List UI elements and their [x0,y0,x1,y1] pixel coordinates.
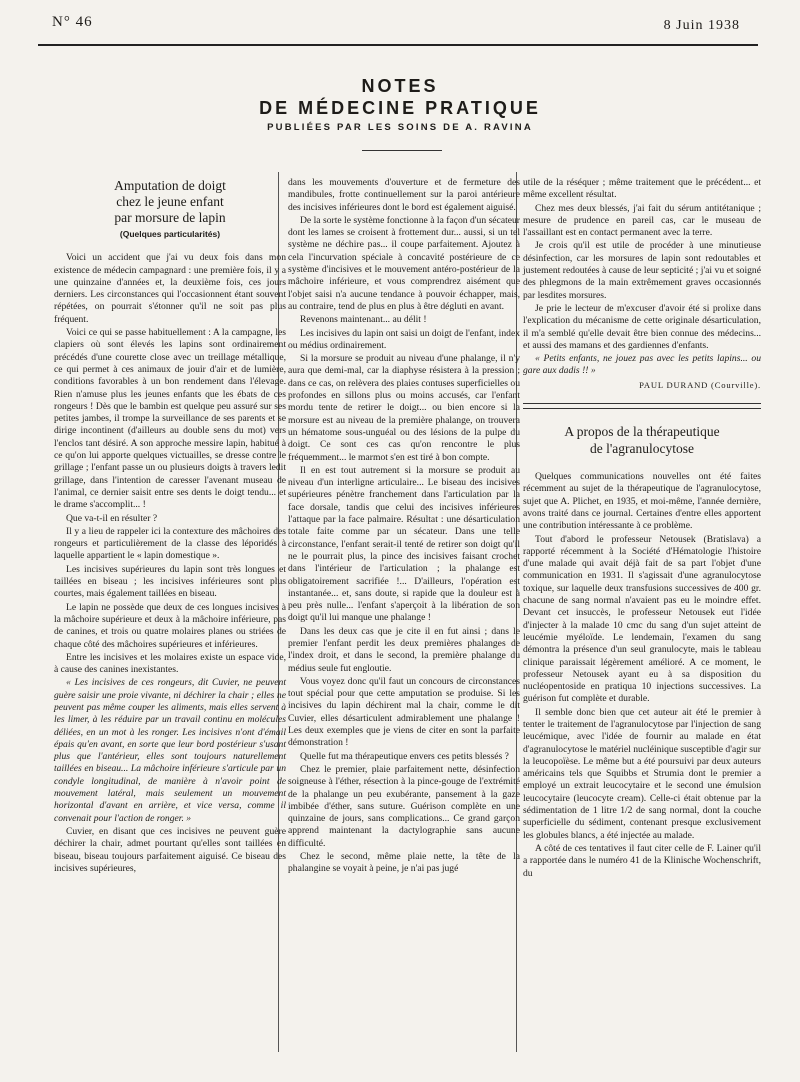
article2-title [523,423,761,457]
article1-title-line: par morsure de lapin [114,210,226,225]
paragraph: Il y a lieu de rappeler ici la contexture des mâchoires des rongeurs et particulièrement de la classe des léporidés à laquelle appartient le « lapin domestique ». [54,525,286,562]
paragraph: Il en est tout autrement si la morsure se produit au niveau d'un interligne articulaire... Le biseau des incisives supérieures pénètre franchement dans l'articulation par la face dorsale, tandis que celui des incisives inférieures l'attaque par la face palmaire. Résultat : une désarticulation totale faite comme par un sécateur. Dans une telle circonstance, l'enfant serait-il tenté de retirer son doigt qu'il ne le pourrait plus, la pince des incisives faisant crochet dans l'intérieur de l'articulation ; la phalange est obligatoirement sacrifiée !... D'ailleurs, l'opération est instantanée... et, sans doute, si rapide que la douleur est à peu près nulle... l'enfant s'aperçoit à la libération de son doigt qu'il lui manque une phalange ! [288,464,520,624]
paragraph: A côté de ces tentatives il faut citer celle de F. Lainer qu'il a rapportée dans le numéro 41 de la Klinische Wochenschrift, du [523,842,761,879]
paragraph: Dans les deux cas que je cite il en fut ainsi ; dans le premier l'enfant perdit les deux premières phalanges de l'index droit, et dans le second, la première phalange du médius seule fut engloutie. [288,625,520,674]
paragraph: Les incisives supérieures du lapin sont très longues et taillées en biseau ; les incisives inférieures sont plus courtes, mais également taillées en biseau. [54,563,286,600]
paragraph: Il semble donc bien que cet auteur ait été le premier à tenter le traitement de l'agranulocytose par l'injection de sang leucémique, avec l'idée de fournir au malade en état d'agranulocytose le matériel nucléinique susceptible d'agir sur la leucopoïèse. Le même but a été poursuivi par deux auteurs américains tels que Squibbs et Strumia dont le premier a employé un extrait leucocytaire et le second une émulsion leucocytaire (leucocyte cream). Celle-ci était obtenue par la sédimentation de 1 litre 1/2 de sang normal, dont la couche superficielle du sédiment, contenant presque exclusivement les globules blancs, a été injectée au malade. [523,706,761,841]
masthead-rule [362,150,442,151]
quotation: « Les incisives de ces rongeurs, dit Cuvier, ne peuvent guère saisir une proie vivante, ni déchirer la chair ; elles ne peuvent pas même couper les aliments, mais elles servent à les limer, à les réduire par un travail continu en molécules déliées, en un mot à les ronger. Les incisives n'ont d'émail épais qu'en avant, en sorte que leur bord postérieur s'usant plus que l'antérieur, elles sont toujours naturellement taillées en biseau... La mâchoire inférieure s'articule par un condyle longitudinal, de manière à n'avoir point de mouvement latéral, mais seulement un mouvement horizontal d'avant en arrière, et vice versa, comme il convenait pour l'action de ronger. » [54,677,286,824]
header-rule [38,44,758,46]
masthead-line-3: PUBLIÉES PAR LES SOINS DE A. RAVINA [267,122,533,133]
column-3 [523,177,761,1057]
article-separator [523,403,761,404]
paragraph: Cuvier, en disant que ces incisives ne peuvent guère déchirer la chair, admet pourtant qu'elles sont taillées en biseau, biseau toujours parfaitement aiguisé. Ce biseau des incisives supérieures, [54,825,286,874]
article1-title-line: chez le jeune enfant [116,194,224,209]
paragraph: dans les mouvements d'ouverture et de fermeture des mandibules, frotte continuellement sur la paroi antérieure des incisives inférieures dont le bord est également aiguisé. [288,177,520,213]
article1-title [54,178,286,226]
article-separator [523,408,761,409]
column-1 [54,178,286,1058]
paragraph: Tout d'abord le professeur Netousek (Bratislava) a rapporté récemment à la Société d'Hématologie l'histoire d'une malade qui avait déjà fait de sa part l'objet d'une communication en 1931. Il s'agissait d'une agranulocytose toxique, sur laquelle deux transfusions successives de 400 gr. chacune de sang normal n'avaient pas eu le moindre effet. Devant cet insuccès, le professeur Netousek eut l'idée d'injecter à la malade 10 cmc du sang d'un sujet atteint de leucémie myéloïde. Le lendemain, l'examen du sang démontra la présence d'un seul granulocyte, mais le tableau clinique paraissait légèrement amélioré. A ce moment, le professeur Netousek ayant eu à sa disposition du nucléopentoside en pratiqua 10 injections successives. La guérison fut complète et durable. [523,533,761,705]
paragraph: Le lapin ne possède que deux de ces longues incisives à la mâchoire supérieure et deux à la mâchoire inférieure, pas de canines, et trois ou quatre molaires planes ou striées de chaque côté des mâchoires supérieures et inférieures. [54,601,286,650]
article1-title-line: Amputation de doigt [114,178,226,193]
article1-subtitle: (Quelques particularités) [119,229,221,239]
paragraph: Entre les incisives et les molaires existe un espace vide, à cause des canines inexistantes. [54,651,286,676]
paragraph: Je prie le lecteur de m'excuser d'avoir été si prolixe dans l'explication du mécanisme de cette originale désarticulation, il m'a semblé qu'elle devait être bien connue des médecins... et aussi des mamans et des gardiennes d'enfants. [523,302,761,351]
article1-signature: PAUL DURAND (Courville). [639,379,761,390]
paragraph: Quelques communications nouvelles ont été faites récemment au sujet de la thérapeutique de l'agranulocytose, sujet que A. Plichet, en 1935, et moi-même, l'année dernière, avons traité dans ce journal. Certaines d'entre elles apportent une contribution intéressante à ce problème. [523,471,761,532]
paragraph: Vous voyez donc qu'il faut un concours de circonstances tout spécial pour que cette amputation se produise. Si les incisives du lapin déchirent mal la chair, comme le dit Cuvier, elles désarticulent admirablement une phalange ! Les deux exemples que je viens de citer en sont la parfaite démonstration ! [288,675,520,749]
paragraph: Voici un accident que j'ai vu deux fois dans mon existence de médecin campagnard : une première fois, il y a une quinzaine d'années et, la deuxième fois, ces jours derniers. Les circonstances qui l'occasionnent étant souvent répétées, on pourrait s'étonner qu'il ne soit pas plus fréquent. [54,252,286,325]
paragraph: Voici ce qui se passe habituellement : A la campagne, les clapiers où sont élevés les lapins sont ordinairement précédés d'une courette close avec un treillage métallique, ce qui permet à ces animaux de jouir d'air et de lumière, conditions favorables à un bon rendement dans l'élevage. Rien n'amuse plus les jeunes enfants que les ébats de ces rongeurs ! Dès que le bambin est quelque peu assuré sur ses petites jambes, il trompe la surveillance de ses parents et se dirige incontinent (d'ailleurs au double sens du mot) vers l'enclos tant désiré. A son approche messire lapin, habitué à ce qu'on lui apporte quelques victuailles, se dresse contre le grillage ; l'enfant passe un ou plusieurs doigts à travers ledit grillage, dans l'intention de caresser l'avenant museau de l'animal, ce dernier saisit entre ses dents le doigt tendu... et le drame s'accomplit... ! [54,327,286,511]
paragraph: Je crois qu'il est utile de procéder à une minutieuse désinfection, car les morsures de lapin sont redoutables et justement redoutées à cause de leur septicité ; j'ai vu et soigné des phlegmons de la main extrêmement graves occasionnés par lesdites morsures. [523,240,761,301]
paragraph: Chez le second, même plaie nette, la tête de la phalangine se voyait à peine, je n'ai pas jugé [288,851,520,875]
paragraph: De la sorte le système fonctionne à la façon d'un sécateur dont les lames se croisent à frottement dur... aussi, si un tel système ne déchire pas... il coupe parfaitement. Ajoutez à cela l'incurvation spéciale à concavité postérieure de ce système d'incisives et le mouvement antéro-postérieur de la mâchoire inférieure, et vous comprendrez aisément que l'objet saisi n'a aucune tendance à pouvoir échapper, mais, au contraire, tend de plus en plus à être dégluti en avant. [288,214,520,312]
quotation: « Petits enfants, ne jouez pas avec les petits lapins... ou gare aux dadis !! » [523,353,761,377]
paragraph: Revenons maintenant... au délit ! [300,314,427,326]
issue-number: N° 46 [52,14,93,30]
paragraph: Que va-t-il en résulter ? [66,512,158,524]
article2-title-line: A propos de la thérapeutique [564,424,720,440]
paragraph: Les incisives du lapin ont saisi un doigt de l'enfant, index ou médius ordinairement. [288,327,520,351]
paragraph: Chez mes deux blessés, j'ai fait du sérum antitétanique ; mesure de prudence en pareil cas, car le museau de l'assaillant est en contact permanent avec la terre. [523,202,761,239]
masthead-line-2: DE MÉDECINE PRATIQUE [259,98,541,118]
paragraph: Chez le premier, plaie parfaitement nette, désinfection soigneuse à l'éther, résection à la pince-gouge de l'extrémité de la phalange un peu exubérante, pansement à la gaze imbibée d'éther, sans suture. Guérison complète en une quinzaine de jours, sans complications... Ce grand garçon apprend maintenant la dactylographie sans aucune difficulté. [288,763,520,849]
column-2 [288,177,520,1057]
masthead-line-1: NOTES [361,76,439,96]
paragraph: Quelle fut ma thérapeutique envers ces petits blessés ? [300,750,509,762]
paragraph: utile de la réséquer ; même traitement que le précédent... et même excellent résultat. [523,177,761,201]
issue-date: 8 Juin 1938 [663,18,740,33]
paragraph: Si la morsure se produit au niveau d'une phalange, il n'y aura que demi-mal, car la diaphyse résistera à la pression ; dans ce cas, on relèvera des plaies contuses superficielles ou profondes en sillons plus ou moins accusés, car l'enfant mordu tente de retirer le doigt... ou bien encore si la morsure est au niveau de la première phalange, on trouvera un hématome sous-unguéal ou des lésions de la pulpe du doigt. Ce sont ces cas qu'on rencontre le plus fréquemment... le marmot s'en est tiré à bon compte. [288,353,520,463]
article2-title-line: de l'agranulocytose [589,441,695,457]
